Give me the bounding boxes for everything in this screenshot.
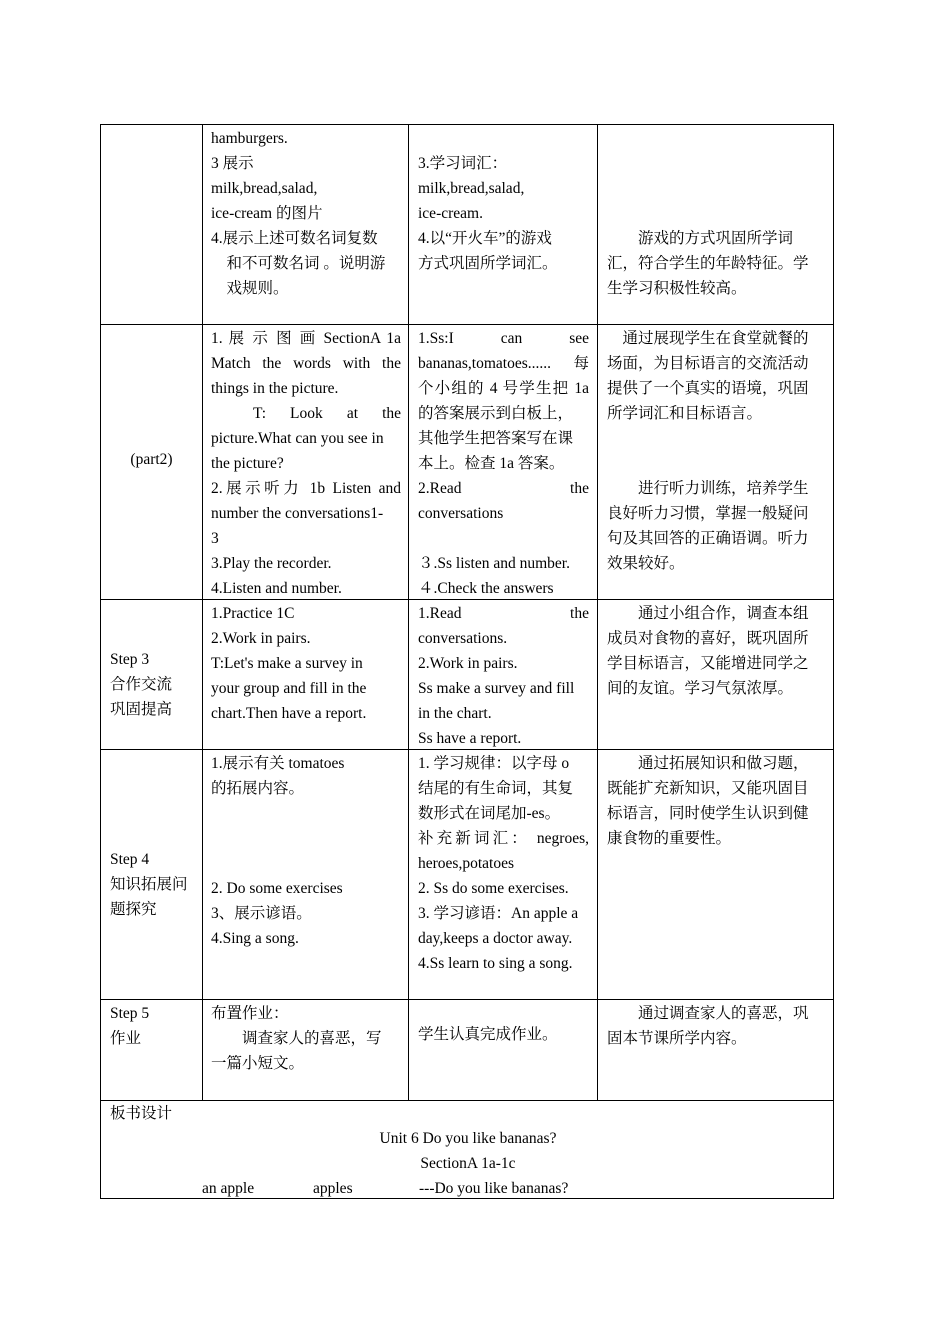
row-divider	[101, 324, 833, 325]
student-line: bananas,tomatoes...... 每	[418, 355, 589, 372]
step-label: Step 4	[110, 851, 150, 868]
student-line	[418, 1010, 589, 1022]
intent-line: 通过展现学生在食堂就餐的	[622, 330, 809, 347]
board-design-label: 板书设计	[110, 1105, 173, 1122]
design-intent-cell	[607, 601, 827, 701]
board-item-plural: apples	[313, 1180, 353, 1197]
intent-line: 通过小组合作，调查本组	[638, 605, 809, 622]
student-line: 4.以“开火车”的游戏	[418, 230, 552, 247]
teacher-line: 戏规则。	[226, 280, 289, 297]
teacher-line: hamburgers.	[211, 130, 288, 147]
student-line: 1. 学习规律：以字母 o	[418, 755, 570, 772]
teacher-line: 3 展示	[211, 155, 254, 172]
teacher-activity-cell	[211, 126, 401, 301]
teacher-line: 4.展示上述可数名词复数	[211, 230, 378, 247]
student-line: Ss make a survey and fill	[418, 680, 575, 697]
student-line: Ss have a report.	[418, 730, 522, 747]
design-intent-cell	[607, 751, 827, 851]
step-label: Step 3	[110, 651, 150, 668]
teacher-activity-cell	[211, 1001, 401, 1076]
student-line: heroes,potatoes	[418, 855, 514, 872]
intent-line: 提供了一个真实的语境，巩固	[607, 380, 809, 397]
teacher-line: 3	[211, 530, 219, 547]
intent-line: 标语言，同时使学生认识到健	[607, 805, 809, 822]
intent-line: 成员对食物的喜好，既巩固所	[607, 630, 809, 647]
student-line	[418, 526, 589, 551]
teacher-line: 的拓展内容。	[211, 780, 305, 797]
step-cell	[101, 447, 202, 472]
intent-line: 场面，为目标语言的交流活动	[607, 355, 809, 372]
teacher-line: chart.Then have a report.	[211, 705, 367, 722]
teacher-line: Match the words with the	[211, 355, 401, 372]
column-divider	[408, 125, 409, 1100]
teacher-line	[211, 826, 401, 851]
teacher-line: ice-cream 的图片	[211, 205, 323, 222]
student-line: 的答案展示到白板上，	[418, 405, 574, 422]
teacher-line: 2.Work in pairs.	[211, 630, 311, 647]
intent-line	[607, 126, 827, 151]
step-label: (part2)	[130, 451, 173, 468]
teacher-line: number the conversations1-	[211, 505, 384, 522]
teacher-line: T: Look at the	[253, 405, 401, 422]
teacher-line: 调查家人的喜恶，写	[242, 1030, 382, 1047]
intent-line: 句及其回答的正确语调。听力	[607, 530, 809, 547]
student-line: 4.Ss learn to sing a song.	[418, 955, 573, 972]
student-line: 3. 学习谚语：An apple a	[418, 905, 579, 922]
student-line: 2.Work in pairs.	[418, 655, 518, 672]
intent-line: 通过调查家人的喜恶，巩	[638, 1005, 809, 1022]
teacher-line: 1. 展 示 图 画 SectionA 1a	[211, 330, 401, 347]
intent-line: 汇，符合学生的年龄特征。学	[607, 255, 809, 272]
teacher-line: picture.What can you see in	[211, 430, 384, 447]
student-line: 学生认真完成作业。	[418, 1026, 558, 1043]
teacher-line: milk,bread,salad,	[211, 180, 318, 197]
student-line: ４.Check the answers	[418, 580, 554, 597]
teacher-line: 布置作业：	[211, 1005, 289, 1022]
step-label: 作业	[110, 1030, 142, 1047]
student-line: 1.Ss:I can see	[418, 330, 589, 347]
row-divider	[101, 999, 833, 1000]
intent-line: 进行听力训练，培养学生	[638, 480, 809, 497]
student-line: 方式巩固所学词汇。	[418, 255, 558, 272]
board-title: Unit 6 Do you like bananas?	[379, 1130, 557, 1147]
student-line: day,keeps a doctor away.	[418, 930, 573, 947]
teacher-line	[211, 851, 401, 876]
student-activity-cell	[418, 126, 589, 276]
student-line: 补充新词汇： negroes,	[418, 830, 589, 847]
design-intent-cell	[607, 1001, 827, 1051]
student-line: in the chart.	[418, 705, 492, 722]
step-cell	[110, 847, 200, 922]
teacher-line: 3.Play the recorder.	[211, 555, 332, 572]
student-line: 3.学习词汇：	[418, 155, 508, 172]
student-activity-cell	[418, 751, 589, 976]
student-activity-cell	[418, 1010, 589, 1047]
student-line: conversations.	[418, 630, 508, 647]
intent-line: 生学习积极性较高。	[607, 280, 747, 297]
student-line	[418, 126, 589, 151]
intent-line: 既能扩充新知识，又能巩固目	[607, 780, 809, 797]
design-intent-cell	[607, 126, 827, 301]
step-label: 合作交流	[110, 676, 173, 693]
intent-line	[607, 201, 827, 226]
teacher-line: T:Let's make a survey in	[211, 655, 363, 672]
student-line: 2.Read the	[418, 480, 589, 497]
student-line: milk,bread,salad,	[418, 180, 525, 197]
teacher-line: 4.Sing a song.	[211, 930, 299, 947]
teacher-activity-cell	[211, 326, 401, 601]
teacher-line	[211, 801, 401, 826]
teacher-line: 一篇小短文。	[211, 1055, 305, 1072]
teacher-line: 和不可数名词 。说明游	[226, 255, 386, 272]
teacher-line: your group and fill in the	[211, 680, 367, 697]
teacher-line: 1.展示有关 tomatoes	[211, 755, 345, 772]
intent-line: 效果较好。	[607, 555, 685, 572]
step-label: 题探究	[110, 901, 157, 918]
teacher-line: 1.Practice 1C	[211, 605, 295, 622]
student-line: 1.Read the	[418, 605, 589, 622]
lesson-plan-table	[100, 124, 834, 1199]
intent-line: 固本节课所学内容。	[607, 1030, 747, 1047]
student-line: 数形式在词尾加-es。	[418, 805, 561, 822]
teacher-line: 2.展示听力 1b Listen and	[211, 480, 401, 497]
step-label: Step 5	[110, 1005, 150, 1022]
intent-line	[607, 426, 827, 451]
intent-line	[607, 451, 827, 476]
intent-line: 游戏的方式巩固所学词	[638, 230, 794, 247]
student-line: 结尾的有生命词，其复	[418, 780, 574, 797]
intent-line: 所学词汇和目标语言。	[607, 405, 763, 422]
intent-line: 间的友谊。学习气氛浓厚。	[607, 680, 794, 697]
teacher-line: things in the picture.	[211, 380, 339, 397]
intent-line: 康食物的重要性。	[607, 830, 732, 847]
student-line: conversations	[418, 505, 504, 522]
teacher-activity-cell	[211, 601, 401, 726]
board-subtitle: SectionA 1a-1c	[420, 1155, 516, 1172]
teacher-line: the picture?	[211, 455, 284, 472]
teacher-activity-cell	[211, 751, 401, 951]
column-divider	[597, 125, 598, 1100]
student-line: 本上。检查 1a 答案。	[418, 455, 565, 472]
step-label: 知识拓展问	[110, 876, 188, 893]
column-divider	[202, 125, 203, 1100]
teacher-line: 4.Listen and number.	[211, 580, 342, 597]
intent-line: 学目标语言，又能增进同学之	[607, 655, 809, 672]
intent-line	[607, 151, 827, 176]
student-line: ice-cream.	[418, 205, 483, 222]
step-cell	[110, 1001, 200, 1051]
student-line: 2. Ss do some exercises.	[418, 880, 569, 897]
step-cell	[110, 647, 200, 722]
board-item-question: ---Do you like bananas?	[419, 1180, 569, 1197]
student-line: 个小组的 4 号学生把 1a	[418, 380, 589, 397]
intent-line: 通过拓展知识和做习题，	[638, 755, 809, 772]
intent-line	[607, 176, 827, 201]
step-label: 巩固提高	[110, 701, 173, 718]
board-item-singular: an apple	[202, 1180, 255, 1197]
student-activity-cell	[418, 326, 589, 601]
student-activity-cell	[418, 601, 589, 751]
teacher-line: 3、展示谚语。	[211, 905, 312, 922]
student-line: ３.Ss listen and number.	[418, 555, 570, 572]
design-intent-cell	[607, 326, 827, 576]
intent-line: 良好听力习惯，掌握一般疑问	[607, 505, 809, 522]
student-line: 其他学生把答案写在课	[418, 430, 574, 447]
teacher-line: 2. Do some exercises	[211, 880, 343, 897]
